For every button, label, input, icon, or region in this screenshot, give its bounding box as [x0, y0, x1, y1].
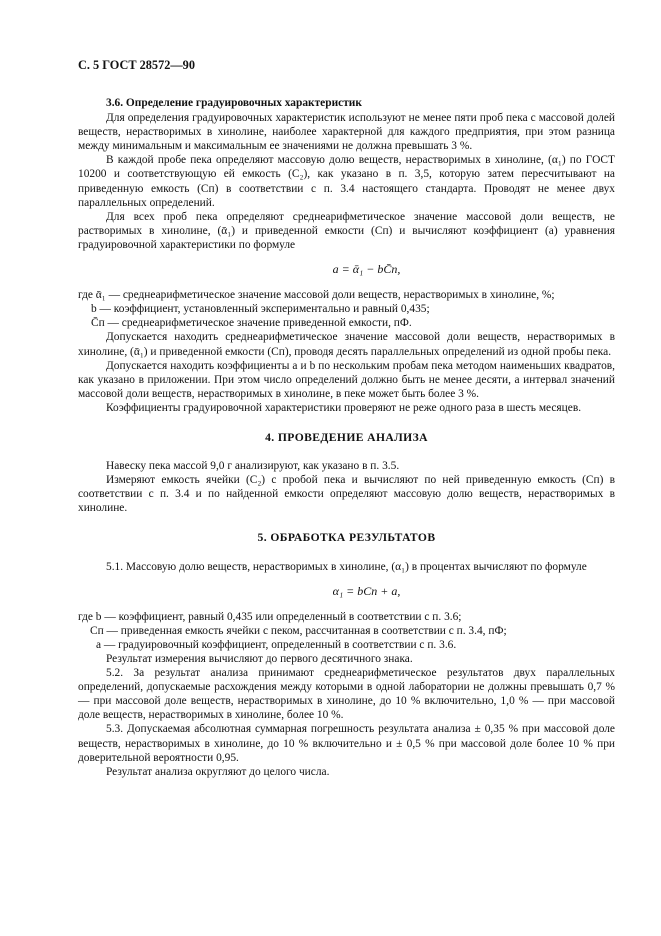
- definition-line: где b — коэффициент, равный 0,435 или определенный в соответствии с п. 3.6;: [78, 610, 462, 623]
- definition-line: Cп — приведенная емкость ячейки с пеком, рассчитанная в соответствии с п. 3.4, пФ;: [90, 624, 507, 637]
- paragraph: Результат анализа округляют до целого числа.: [106, 765, 330, 778]
- section-3-6-title: 3.6. Определение градуировочных характеристик: [106, 97, 362, 109]
- section-4-title: 4. ПРОВЕДЕНИЕ АНАЛИЗА: [265, 430, 428, 444]
- document-body: [78, 96, 615, 779]
- paragraph: Допускается находить коэффициенты a и b по нескольким пробам пека методом наименьших квадратов, как указано в приложении. При этом число определений должно быть не менее десяти, а интервал значений массовой доли веществ, нерастворимых в хинолине, в пеке может быть более 3 %.: [78, 359, 615, 400]
- paragraph: Коэффициенты градуировочной характеристики проверяют не реже одного раза в шесть месяцев.: [106, 401, 582, 414]
- paragraph: Для всех проб пека определяют среднеарифметическое значение массовой доли веществ, не растворимых в хинолине, (ᾱ₁) и приведенной емкости (Cп) и вычисляют коэффициент (a) уравнения градуировочной характеристики по формуле: [78, 210, 615, 251]
- formula-alpha: α₁ = bCп + a,: [332, 583, 401, 598]
- definition-line: где ᾱ₁ — среднеарифметическое значение массовой доли веществ, нерастворимых в хинолине, %;: [78, 289, 555, 302]
- page-header: С. 5 ГОСТ 28572—90: [78, 58, 195, 72]
- paragraph: 5.1. Массовую долю веществ, нерастворимых в хинолине, (α₁) в процентах вычисляют по формуле: [106, 560, 587, 573]
- paragraph: Измеряют емкость ячейки (C₂) с пробой пека и вычисляют по ней приведенную емкость (Cп) в соответствии с п. 3.4 и по найденной емкости определяют массовую долю веществ, нерастворимых в хинолине.: [78, 474, 615, 515]
- definition-line: a — градуировочный коэффициент, определенный в соответствии с п. 3.6.: [96, 638, 457, 651]
- paragraph: Навеску пека массой 9,0 г анализируют, как указано в п. 3.5.: [106, 460, 400, 473]
- paragraph: Результат измерения вычисляют до первого десятичного знака.: [106, 653, 413, 665]
- section-5-title: 5. ОБРАБОТКА РЕЗУЛЬТАТОВ: [257, 531, 436, 545]
- definition-line: b — коэффициент, установленный экспериментально и равный 0,435;: [91, 303, 430, 316]
- paragraph: Допускается находить среднеарифметическое значение массовой доли веществ, нерастворимых в хинолине, (ᾱ₁) и приведенной емкости (Cп), проводя десять параллельных определений из одной пробы пека.: [78, 331, 615, 358]
- paragraph: 5.3. Допускаемая абсолютная суммарная погрешность результата анализа ± 0,35 % при массовой доле веществ, нерастворимых в хинолине, до 10 % включительно и ± 0,5 % при массовой доле более 10 % при доверительной вероятности 0,95.: [78, 723, 615, 764]
- paragraph: 5.2. За результат анализа принимают среднеарифметическое результатов двух параллельных определений, допускаемые расхождения между которыми в одной лаборатории не должны превышать 0,7 % — при массовой доле веществ, нерастворимых в хинолине, до 10 % включительно, 1,0 % — при массовой доле веществ, нерастворимых в хинолине, более 10 %.: [78, 667, 615, 722]
- definition-line: C̄п — среднеарифметическое значение приведенной емкости, пФ.: [91, 317, 412, 330]
- paragraph: В каждой пробе пека определяют массовую долю веществ, нерастворимых в хинолине, (α₁) по ГОСТ 10200 и соответствующую ей емкость (C₂), как указано в п. 3,5, которую затем пересчитывают на приведенную емкость (Cп) в соответствии с п. 3.4 настоящего стандарта. Проводят не менее двух параллельных определений.: [78, 154, 615, 209]
- formula-a: a = ᾱ₁ − bC̄п,: [332, 262, 401, 277]
- paragraph: Для определения градуировочных характеристик используют не менее пяти проб пека с массовой долей веществ, нерастворимых в хинолине, наиболее характерной для каждого предприятия, при этом разница между минимальным и максимальным ее значениями не должна превышать 3 %.: [78, 112, 615, 153]
